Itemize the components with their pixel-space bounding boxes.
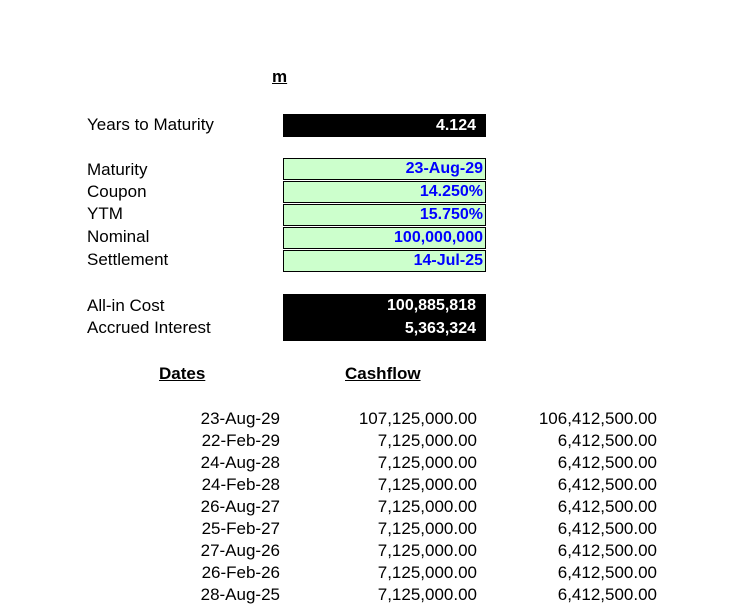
row-net: 6,412,500.00: [557, 541, 657, 560]
row-date: 24-Aug-28: [200, 453, 280, 472]
row-net: 6,412,500.00: [557, 497, 657, 516]
table-row: [0, 430, 742, 452]
cashflow-header: Cashflow: [345, 364, 421, 383]
coupon-label: Coupon: [87, 182, 147, 201]
maturity-input[interactable]: 23-Aug-29: [283, 158, 486, 180]
table-row: [0, 452, 742, 474]
row-cashflow: 7,125,000.00: [377, 453, 477, 472]
table-row: [0, 518, 742, 540]
accrued-interest-label: Accrued Interest: [87, 318, 211, 337]
row-date: 23-Aug-29: [200, 409, 280, 428]
row-date: 26-Aug-27: [200, 497, 280, 516]
row-date: 27-Aug-26: [200, 541, 280, 560]
ytm-label: YTM: [87, 204, 123, 223]
all-in-cost-label: All-in Cost: [87, 296, 165, 315]
row-cashflow: 107,125,000.00: [358, 409, 477, 428]
row-date: 25-Feb-27: [201, 519, 280, 538]
row-cashflow: 7,125,000.00: [377, 585, 477, 604]
table-row: [0, 408, 742, 430]
sheet-title: m: [272, 67, 288, 86]
row-net: 106,412,500.00: [538, 409, 657, 428]
row-net: 6,412,500.00: [557, 475, 657, 494]
row-net: 6,412,500.00: [557, 453, 657, 472]
table-row: [0, 540, 742, 562]
row-date: 22-Feb-29: [201, 431, 280, 450]
row-cashflow: 7,125,000.00: [377, 497, 477, 516]
coupon-input[interactable]: 14.250%: [283, 181, 486, 203]
table-row: [0, 496, 742, 518]
years-to-maturity-value: 4.124: [283, 114, 486, 137]
table-row: [0, 562, 742, 584]
row-date: 26-Feb-26: [201, 563, 280, 582]
table-row: [0, 474, 742, 496]
ytm-input[interactable]: 15.750%: [283, 204, 486, 226]
row-net: 6,412,500.00: [557, 585, 657, 604]
row-cashflow: 7,125,000.00: [377, 541, 477, 560]
maturity-label: Maturity: [87, 160, 148, 179]
nominal-input[interactable]: 100,000,000: [283, 227, 486, 249]
settlement-input[interactable]: 14-Jul-25: [283, 250, 486, 272]
dates-header: Dates: [159, 364, 206, 383]
row-net: 6,412,500.00: [557, 563, 657, 582]
row-net: 6,412,500.00: [557, 519, 657, 538]
row-cashflow: 7,125,000.00: [377, 431, 477, 450]
row-cashflow: 7,125,000.00: [377, 563, 477, 582]
nominal-label: Nominal: [87, 227, 150, 246]
row-cashflow: 7,125,000.00: [377, 475, 477, 494]
row-date: 24-Feb-28: [201, 475, 280, 494]
table-row: [0, 584, 742, 606]
row-net: 6,412,500.00: [557, 431, 657, 450]
years-to-maturity-label: Years to Maturity: [87, 115, 214, 134]
all-in-cost-value: 100,885,818: [387, 297, 476, 314]
row-cashflow: 7,125,000.00: [377, 519, 477, 538]
accrued-interest-value: 5,363,324: [404, 320, 476, 337]
row-date: 28-Aug-25: [200, 585, 280, 604]
settlement-label: Settlement: [87, 250, 169, 269]
